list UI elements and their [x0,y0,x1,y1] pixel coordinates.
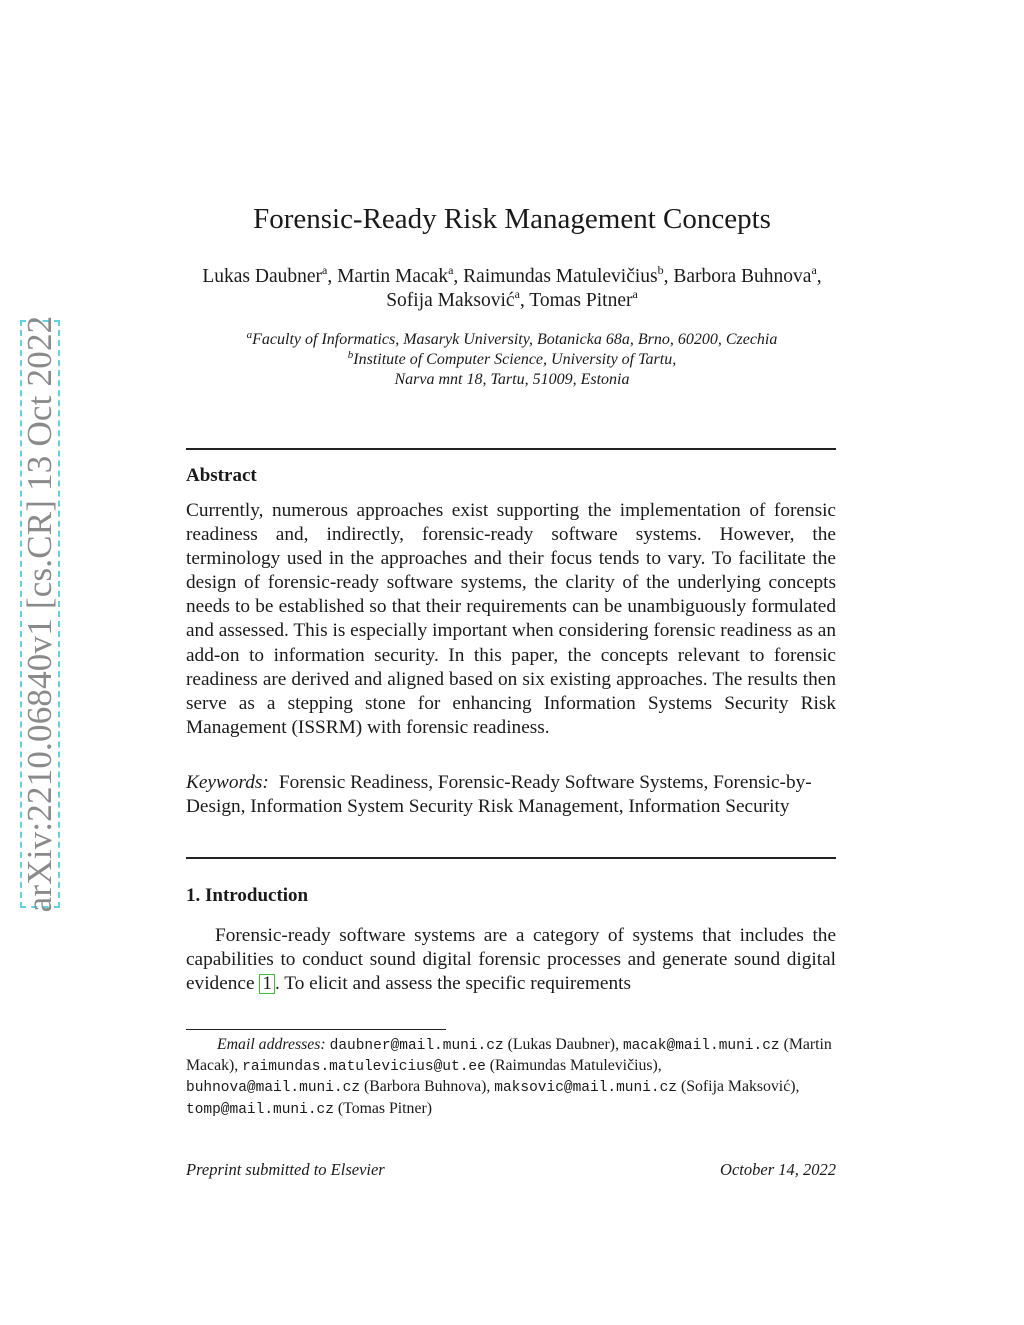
paper-title: Forensic-Ready Risk Management Concepts [253,203,771,235]
author-name: Martin Macak [337,266,449,287]
keywords [186,771,836,819]
author-name: Lukas Daubner [202,266,322,287]
affiliation-item [190,350,834,390]
keywords-text: Forensic Readiness, Forensic-Ready Software Systems, Forensic-by-Design, Information System Security Risk Management, Information Security [186,772,812,818]
abstract-text: Currently, numerous approaches exist supporting the implementation of forensic readiness and, indirectly, forensic-ready software systems. However, the terminology used in the approaches and their focus tends to vary. To facilitate the design of forensic-ready software systems, the clarity of the underlying concepts needs to be established so that their requirements can be unambiguously formulated and assessed. This is especially important when considering forensic readiness as an add-on to information security. In this paper, the concepts relevant to forensic readiness are derived and aligned based on six existing approaches. The results then serve as a stepping stone for enhancing Information Systems Security Risk Management (ISSRM) with forensic readiness. [186,500,836,738]
arxiv-stamp[interactable] [20,315,60,913]
author-name: Barbora Buhnova [673,266,812,287]
footnote-rule [186,1029,446,1030]
email-link[interactable]: raimundas.matulevicius@ut.ee [242,1059,486,1076]
footer-date: October 14, 2022 [720,1160,836,1179]
author-name: Sofija Maksović [386,290,515,311]
keywords-label: Keywords: [186,772,269,793]
divider-top [186,448,836,450]
email-link[interactable]: daubner@mail.muni.cz [329,1038,504,1054]
author-affil-mark: b [657,263,664,277]
author-affil-mark: a [448,263,454,277]
email-owner: (Sofija Maksović) [680,1078,796,1096]
footer-preprint-note: Preprint submitted to Elsevier [186,1160,385,1179]
introduction-text [186,924,836,996]
email-link[interactable]: macak@mail.muni.cz [622,1038,780,1054]
author-name: Tomas Pitner [529,290,633,311]
author-affil-mark: a [322,263,328,277]
divider-bottom [186,857,836,859]
footnote-label: Email addresses: [217,1036,326,1053]
email-link[interactable]: buhnova@mail.muni.cz [186,1080,361,1097]
author-name: Raimundas Matulevičius [463,266,658,287]
email-owner: (Tomas Pitner) [337,1099,432,1117]
email-link[interactable]: tomp@mail.muni.cz [186,1101,334,1118]
affiliation-list [190,330,834,390]
author-affil-mark: a [811,263,817,277]
author-affil-mark: a [514,287,520,301]
affiliation-mark: a [246,329,253,341]
intro-text-part: . To elicit and assess the specific requirements [274,973,631,995]
affiliation-text: Institute of Computer Science, University of Tartu, Narva mnt 18, Tartu, 51009, Estonia [353,351,677,388]
email-owner: (Martin Macak) [186,1036,832,1075]
citation-link[interactable]: 1 [259,974,275,994]
email-owner: (Raimundas Matulevičius) [489,1057,658,1075]
affiliation-mark: b [347,349,354,361]
footnote-emails: Email addresses: daubner@mail.muni.cz (Lukas Daubner), macak@mail.muni.cz (Martin Macak), raimundas.matulevicius@ut.ee (Raimundas Matulevičius), buhnova@mail.muni.cz (Barbora Buhnova), maksovic@mail.muni.cz (Sofija Maksović), tomp@mail.muni.cz (Tomas Pitner) [186,1036,832,1118]
section-heading-introduction: 1. Introduction [186,885,309,906]
affiliation-text: Faculty of Informatics, Masaryk University, Botanicka 68a, Brno, 60200, Czechia [252,331,778,348]
affiliation-item [190,330,834,350]
email-link[interactable]: maksovic@mail.muni.cz [494,1080,678,1097]
abstract-heading: Abstract [186,465,257,486]
intro-text-part: Forensic-ready software systems are a category of systems that includes the capabilities to conduct sound digital forensic processes and generate sound digital evidence [186,925,836,995]
email-owner: (Lukas Daubner) [507,1036,616,1053]
arxiv-stamp-text: arXiv:2210.06840v1 [cs.CR] 13 Oct 2022 [20,315,59,913]
author-affil-mark: a [632,287,638,301]
author-list: Lukas Daubner$^a$, Martin Macak$^a$, Raimundas Matulevičius$^b$, Barbora Buhnova$^a$, Sofija Maksović$^a$, Tomas Pitner$^a$ [202,263,822,311]
email-owner: (Barbora Buhnova) [363,1078,487,1096]
